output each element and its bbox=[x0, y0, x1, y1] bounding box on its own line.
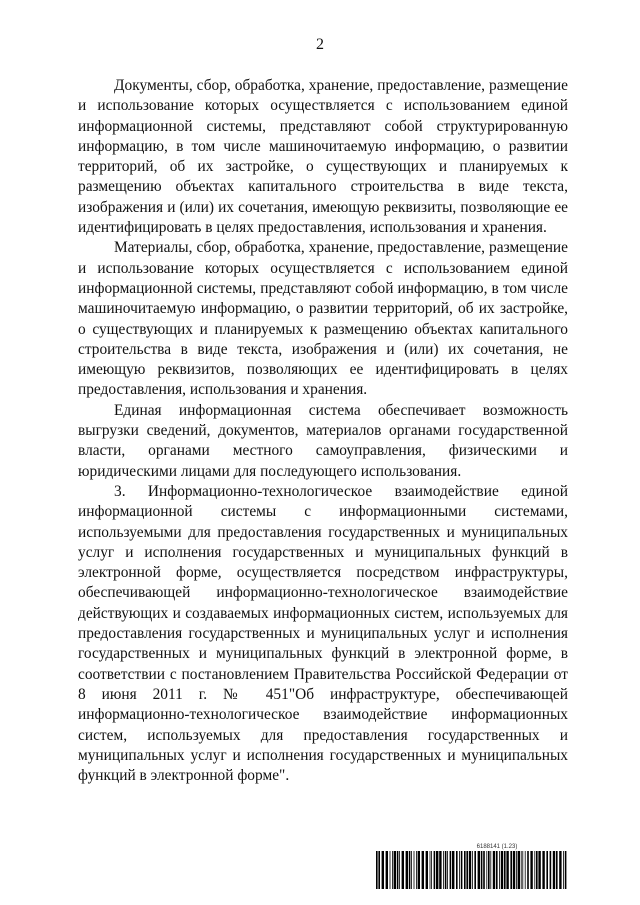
page-number: 2 bbox=[316, 36, 324, 53]
paragraph-documents: Документы, сбор, обработка, хранение, предоставление, размещение и использование которых осуществляется с использованием единой информационной системы, представляют собой структурированную информацию, в том числе машиночитаемую информацию, о развитии территорий, об их застройке, о существующих и планируемых к размещению объектах капитального строительства в виде текста, изображения и (или) их сочетания, имеющую реквизиты, позволяющие ее идентифицировать в целях предоставления, использования и хранения. bbox=[78, 77, 568, 237]
barcode-icon bbox=[376, 851, 568, 889]
paragraph-materials: Материалы, сбор, обработка, хранение, предоставление, размещение и использование которых осуществляется с использованием единой информационной системы, представляют собой информацию, в том числе машиночитаемую информацию, о развитии территорий, об их застройке, о существующих и планируемых к размещению объектах капитального строительства в виде текста, изображения и (или) их сочетания, не имеющую реквизитов, позволяющих ее идентифицировать в целях предоставления, использования и хранения. bbox=[78, 239, 568, 399]
paragraph-export: Единая информационная система обеспечивает возможность выгрузки сведений, документов, материалов органами государственной власти, органами местного самоуправления, физическими и юридическими лицами для последующего использования. bbox=[78, 401, 568, 480]
body-text bbox=[78, 76, 568, 786]
paragraph-interaction: 3. Информационно-технологическое взаимодействие единой информационной системы с информационными системами, используемыми для предоставления государственных и муниципальных услуг и исполнения государственных и муниципальных функций в электронной форме, осуществляется посредством инфраструктуры, обеспечивающей информационно-технологическое взаимодействие действующих и создаваемых информационных систем, используемых для предоставления государственных и муниципальных услуг и исполнения государственных и муниципальных функций в электронной форме, в соответствии с постановлением Правительства Российской Федерации от 8 июня 2011 г. № 451"Об инфраструктуре, обеспечивающей информационно-технологическое взаимодействие информационных систем, используемых для предоставления государственных и муниципальных услуг и исполнения государственных и муниципальных функций в электронной форме". bbox=[78, 482, 568, 785]
document-code: 6188141 (1.23) bbox=[476, 844, 518, 850]
